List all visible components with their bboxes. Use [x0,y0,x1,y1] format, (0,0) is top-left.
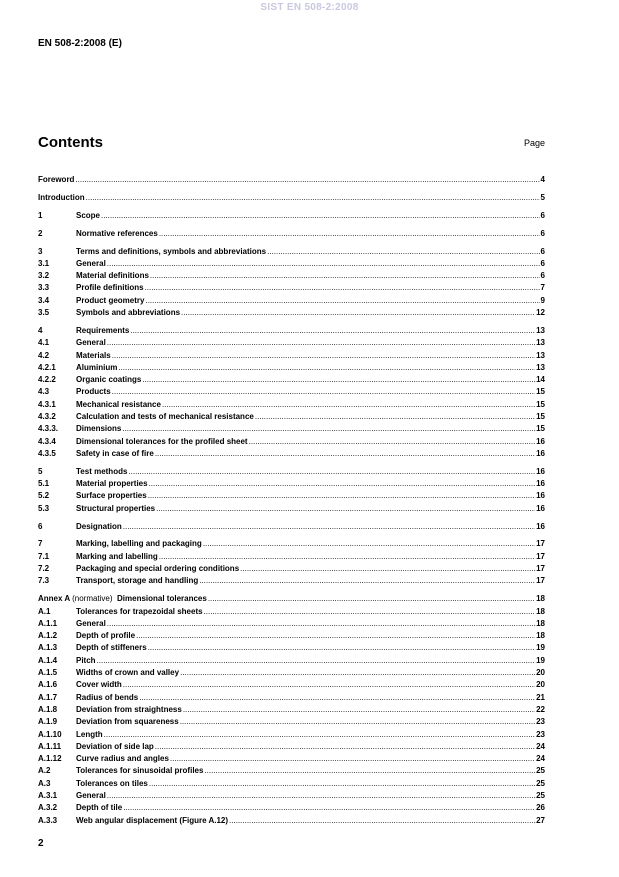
toc-entry-title: General [76,258,106,268]
dot-leader [159,228,540,240]
toc-entry-title: Material definitions [76,271,149,281]
dot-leader [145,282,540,294]
toc-entry-number: 4.2 [38,350,50,360]
dot-leader [107,790,535,802]
toc-entry-page: 16 [536,503,545,513]
dot-leader [130,325,535,337]
toc-entry[interactable] [38,667,545,679]
toc-entry-title: Deviation from straightness [76,704,182,714]
toc-entry[interactable] [38,551,545,563]
toc-entry-number: 4.3.1 [38,399,56,409]
toc-entry-title: Test methods [76,466,128,476]
standard-header: EN 508-2:2008 (E) [38,38,122,49]
toc-entry-page: 13 [536,325,545,335]
toc-entry[interactable] [38,575,545,587]
toc-entry[interactable] [38,210,545,222]
toc-entry-page: 4 [540,175,545,184]
toc-entry-number: 4.2.2 [38,375,56,385]
toc-entry-title: Safety in case of fire [76,448,154,458]
toc-entry-title: Deviation of side lap [76,741,154,751]
dot-leader [204,606,536,618]
toc-entry-title: Radius of bends [76,692,139,702]
dot-leader [107,618,535,630]
toc-entry-title: General [76,338,106,348]
dot-leader [170,753,535,765]
toc-entry[interactable] [38,655,545,667]
toc-entry-title: Deviation from squareness [76,717,179,727]
toc-entry[interactable] [38,399,545,411]
toc-entry[interactable] [38,741,545,753]
toc-entry-title: Marking, labelling and packaging [76,539,202,549]
toc-entry-page: 16 [536,448,545,458]
toc-entry-page: 23 [536,717,545,727]
dot-leader [112,350,535,362]
toc-entry[interactable] [38,411,545,423]
toc-entry-number: A.1 [38,606,51,616]
toc-entry[interactable] [38,606,545,618]
toc-entry[interactable] [38,466,545,478]
toc-entry-title: Curve radius and angles [76,754,169,764]
toc-entry-page: 19 [536,643,545,653]
toc-entry[interactable] [38,295,545,307]
toc-entry-page: 24 [536,754,545,764]
toc-entry-title: Scope [76,210,101,220]
toc-entry[interactable] [38,716,545,728]
annex-title: Dimensional tolerances [117,594,207,604]
dot-leader [249,436,536,448]
toc-entry-page: 5 [540,192,545,202]
toc-entry-title: General [76,618,106,628]
toc-entry-number: 1 [38,210,43,220]
toc-entry-number: 5 [38,466,43,476]
dot-leader [75,174,539,186]
toc-entry-number: 7.3 [38,576,50,586]
dot-leader [122,423,535,435]
toc-entry-page: 18 [536,606,545,616]
toc-entry-page: 6 [540,228,545,238]
toc-entry[interactable] [38,538,545,550]
toc-entry-page: 20 [536,668,545,678]
toc-entry[interactable] [38,692,545,704]
toc-entry-page: 24 [536,741,545,751]
toc-entry-title: Annex A (normative) Dimensional tolerances [38,594,207,604]
dot-leader [150,270,540,282]
toc-entry[interactable] [38,325,545,337]
toc-entry-title: Packaging and special ordering conditions [76,564,240,574]
dot-leader [148,490,535,502]
toc-entry-number: 3.4 [38,295,50,305]
toc-entry-page: 17 [536,539,545,549]
toc-entry[interactable] [38,521,545,533]
toc-entry-title: Structural properties [76,503,156,513]
toc-entry-number: A.1.2 [38,631,58,641]
toc-entry-number: A.1.3 [38,643,58,653]
toc-entry-page: 15 [536,412,545,422]
toc-entry-title: Widths of crown and valley [76,668,180,678]
toc-entry-title: Dimensions [76,424,122,434]
toc-entry-number: A.1.10 [38,729,62,739]
toc-entry-page: 17 [536,551,545,561]
dot-leader [159,551,535,563]
toc-entry-page: 23 [536,729,545,739]
dot-leader [180,667,535,679]
toc-entry-number: A.1.12 [38,754,62,764]
toc-entry-title: Depth of tile [76,803,123,813]
toc-entry-page: 16 [536,479,545,489]
toc-entry-title: Web angular displacement (Figure A.12) [76,815,229,825]
dot-leader [104,729,535,741]
toc-entry-title: Mechanical resistance [76,399,161,409]
toc-entry[interactable] [38,618,545,630]
footer-page-number: 2 [38,838,44,849]
dot-leader [162,399,535,411]
toc-entry-title: Tolerances on tiles [76,778,148,788]
toc-entry-title: Symbols and abbreviations [76,308,181,318]
toc-entry[interactable] [38,350,545,362]
toc-entry-title: Depth of stiffeners [76,643,147,653]
dot-leader [208,593,535,605]
toc-entry[interactable] [38,374,545,386]
toc-entry-number: A.1.8 [38,704,58,714]
dot-leader [155,448,535,460]
toc-entry-page: 19 [536,655,545,665]
toc-entry-number: A.3.3 [38,815,58,825]
toc-entry[interactable] [38,307,545,319]
toc-entry[interactable] [38,778,545,790]
toc-entry-number: 4.3 [38,387,50,397]
toc-entry[interactable] [38,436,545,448]
toc-entry-page: 16 [536,521,545,531]
dot-leader [107,337,535,349]
dot-leader [142,374,535,386]
toc-entry-page: 20 [536,680,545,690]
dot-leader [139,692,535,704]
toc-entry-title: Depth of profile [76,631,136,641]
toc-entry-number: 3.5 [38,308,50,318]
toc-entry-number: A.3 [38,778,51,788]
toc-entry-page: 18 [536,594,545,604]
toc-entry[interactable] [38,593,545,605]
dot-leader [148,642,535,654]
toc-entry-page: 15 [536,387,545,397]
toc-entry-page: 13 [536,362,545,372]
toc-entry-page: 25 [536,791,545,800]
toc-entry[interactable] [38,815,545,827]
dot-leader [203,538,535,550]
toc-entry-title: Profile definitions [76,283,144,293]
toc-entry-number: 4.3.3. [38,424,59,434]
toc-entry-page: 15 [536,424,545,434]
toc-entry[interactable] [38,282,545,294]
toc-entry-page: 21 [536,692,545,702]
toc-entry-number: 7.1 [38,551,50,561]
dot-leader [181,307,535,319]
toc-entry-number: 5.2 [38,491,50,501]
toc-entry-page: 12 [536,308,545,318]
toc-entry-title: Aluminium [76,362,118,372]
toc-entry-number: A.1.7 [38,692,58,702]
toc-entry-title: Terms and definitions, symbols and abbreviations [76,246,267,256]
toc-entry-title: General [76,791,106,800]
toc-entry-number: A.1.9 [38,717,58,727]
toc-entry-page: 15 [536,399,545,409]
toc-entry-number: 4.3.2 [38,412,56,422]
toc-entry-number: A.1.1 [38,618,58,628]
toc-entry-page: 26 [536,803,545,813]
toc-entry[interactable] [38,704,545,716]
toc-entry-title: Requirements [76,325,130,335]
toc-entry[interactable] [38,563,545,575]
dot-leader [145,295,539,307]
toc-entry-page: 14 [536,375,545,385]
dot-leader [240,563,535,575]
toc-entry[interactable] [38,753,545,765]
toc-entry-page: 16 [536,466,545,476]
toc-entry[interactable] [38,642,545,654]
toc-entry-number: 3.1 [38,258,50,268]
toc-entry[interactable] [38,679,545,691]
dot-leader [255,411,535,423]
toc-entry[interactable] [38,192,545,204]
toc-entry-title: Transport, storage and handling [76,576,199,586]
toc-entry-number: 4.3.5 [38,448,56,458]
dot-leader [204,765,535,777]
toc-entry[interactable] [38,337,545,349]
dot-leader [183,704,535,716]
dot-leader [156,503,535,515]
toc-entry-title: Cover width [76,680,122,690]
toc-entry[interactable] [38,478,545,490]
dot-leader [267,246,539,258]
toc-entry-page: 22 [536,704,545,714]
toc-entry-title: Materials [76,350,111,360]
toc-entry-title: Tolerances for sinusoidal profiles [76,766,204,776]
toc-entry-number: 4 [38,325,43,335]
dot-leader [112,386,535,398]
toc-entry-number: A.1.6 [38,680,58,690]
dot-leader [123,802,535,814]
toc-entry-number: 5.1 [38,479,50,489]
toc-entry-page: 18 [536,631,545,641]
toc-entry[interactable] [38,802,545,814]
table-of-contents [38,174,545,827]
dot-leader [107,258,540,270]
toc-entry-page: 6 [540,210,545,220]
toc-entry-page: 17 [536,576,545,586]
toc-entry-number: 3.3 [38,283,50,293]
toc-entry-number: A.1.4 [38,655,58,665]
toc-entry[interactable] [38,729,545,741]
toc-entry-title: Introduction [38,192,85,202]
toc-entry[interactable] [38,503,545,515]
toc-entry-number: 5.3 [38,503,50,513]
toc-entry-page: 17 [536,564,545,574]
toc-entry[interactable] [38,270,545,282]
toc-entry[interactable] [38,765,545,777]
toc-entry-page: 25 [536,778,545,788]
dot-leader [199,575,535,587]
toc-entry-page: 25 [536,766,545,776]
toc-entry-title: Surface properties [76,491,147,501]
toc-entry-number: A.1.5 [38,668,58,678]
toc-entry-page: 9 [540,295,545,305]
dot-leader [149,778,535,790]
dot-leader [128,466,535,478]
annex-type: (normative) [72,594,113,604]
toc-entry-title: Pitch [76,655,96,665]
toc-entry-page: 18 [536,618,545,628]
watermark: SIST EN 508-2:2008 [260,2,359,13]
dot-leader [229,815,535,827]
page-title: Contents [38,134,103,151]
toc-entry-title: Calculation and tests of mechanical resistance [76,412,254,422]
toc-entry-number: 4.1 [38,338,50,348]
toc-entry-title: Material properties [76,479,148,489]
toc-entry[interactable] [38,246,545,258]
toc-entry-page: 6 [540,271,545,281]
dot-leader [149,478,536,490]
toc-entry[interactable] [38,258,545,270]
dot-leader [118,362,535,374]
dot-leader [123,679,535,691]
toc-entry-page: 27 [536,815,545,825]
toc-entry-number: 3 [38,246,43,256]
toc-entry-number: 4.3.4 [38,436,56,446]
dot-leader [86,192,540,204]
toc-entry-title: Tolerances for trapezoidal sheets [76,606,203,616]
toc-entry-page: 16 [536,436,545,446]
toc-entry-number: A.1.11 [38,741,62,751]
toc-entry[interactable] [38,490,545,502]
toc-entry-title: Foreword [38,175,75,184]
toc-entry-number: 7.2 [38,564,50,574]
dot-leader [101,210,540,222]
page-column-label: Page [523,138,545,148]
dot-leader [155,741,535,753]
toc-entry-title: Product geometry [76,295,145,305]
toc-entry[interactable] [38,630,545,642]
toc-entry-title: Marking and labelling [76,551,158,561]
toc-entry[interactable] [38,174,545,186]
toc-entry[interactable] [38,228,545,240]
toc-entry-page: 6 [540,246,545,256]
toc-entry[interactable] [38,790,545,802]
toc-entry-page: 16 [536,491,545,501]
toc-entry-number: 3.2 [38,271,50,281]
toc-entry[interactable] [38,362,545,374]
toc-entry-title: Products [76,387,111,397]
toc-entry-title: Designation [76,521,122,531]
toc-entry-page: 7 [540,283,545,293]
toc-entry-number: 6 [38,521,43,531]
toc-entry-title: Length [76,729,103,739]
toc-entry[interactable] [38,386,545,398]
toc-entry-number: 2 [38,228,43,238]
toc-entry-number: A.3.2 [38,803,58,813]
toc-entry-number: 7 [38,539,43,549]
toc-entry-page: 13 [536,338,545,348]
toc-entry-title: Organic coatings [76,375,142,385]
toc-entry-number: A.3.1 [38,791,58,800]
toc-entry-page: 6 [540,258,545,268]
toc-entry-title: Dimensional tolerances for the profiled sheet [76,436,248,446]
toc-entry-page: 13 [536,350,545,360]
dot-leader [136,630,535,642]
dot-leader [97,655,536,667]
toc-entry[interactable] [38,423,545,435]
toc-entry[interactable] [38,448,545,460]
dot-leader [180,716,535,728]
toc-entry-title: Normative references [76,228,158,238]
toc-entry-number: 4.2.1 [38,362,56,372]
dot-leader [123,521,535,533]
toc-entry-number: A.2 [38,766,51,776]
